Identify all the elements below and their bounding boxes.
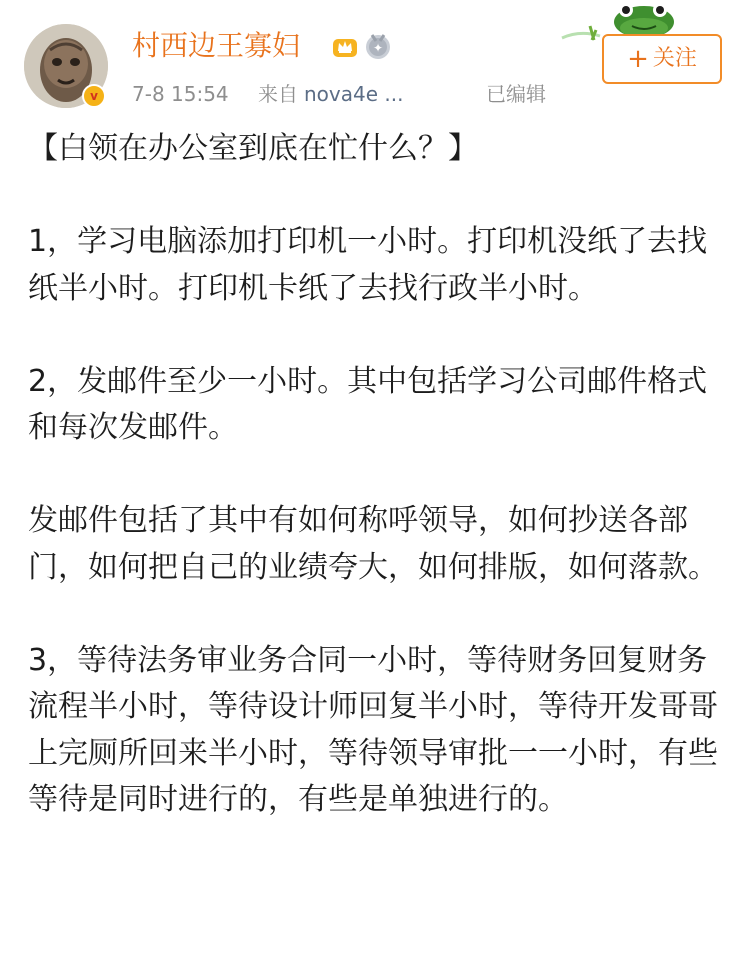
follow-label: 关注 xyxy=(652,46,697,71)
paragraph-gap xyxy=(28,452,728,499)
crown-icon[interactable] xyxy=(331,33,359,59)
post-paragraph-3: 发邮件包括了其中有如何称呼领导，如何抄送各部门，如何把自己的业绩夸大，如何排版，如何落款。 xyxy=(28,503,718,585)
medal-icon[interactable] xyxy=(364,31,392,61)
post-body xyxy=(28,126,728,824)
svg-text:✦: ✦ xyxy=(372,41,384,55)
post-paragraph-2: 2，发邮件至少一小时。其中包括学习公司邮件格式和每次发邮件。 xyxy=(28,363,708,445)
paragraph-gap xyxy=(28,312,728,359)
post-paragraph-4: 3，等待法务审业务合同一小时，等待财务回复财务流程半小时，等待设计师回复半小时，等待开发哥哥上完厕所回来半小时，等待领导审批一一小时，有些等待是同时进行的，有些是单独进行的。 xyxy=(28,642,718,817)
post-title: 【白领在办公室到底在忙什么？】 xyxy=(28,131,478,166)
post-paragraph-1: 1，学习电脑添加打印机一小时。打印机没纸了去找纸半小时。打印机卡纸了去找行政半小时。 xyxy=(28,224,708,306)
author-name[interactable]: 村西边王寡妇 xyxy=(132,29,301,62)
paragraph-gap xyxy=(28,173,728,220)
verified-badge-icon xyxy=(82,84,106,108)
svg-text:v: v xyxy=(90,89,98,103)
paragraph-gap xyxy=(28,591,728,638)
edited-label[interactable]: 已编辑 xyxy=(486,82,546,106)
post-time: 7-8 15:54 xyxy=(132,82,229,106)
source-prefix: 来自 xyxy=(258,82,298,106)
follow-button[interactable] xyxy=(602,34,722,84)
post-header xyxy=(0,0,752,118)
plus-icon: + xyxy=(627,44,649,74)
source-link[interactable]: nova4e ... xyxy=(304,82,404,106)
